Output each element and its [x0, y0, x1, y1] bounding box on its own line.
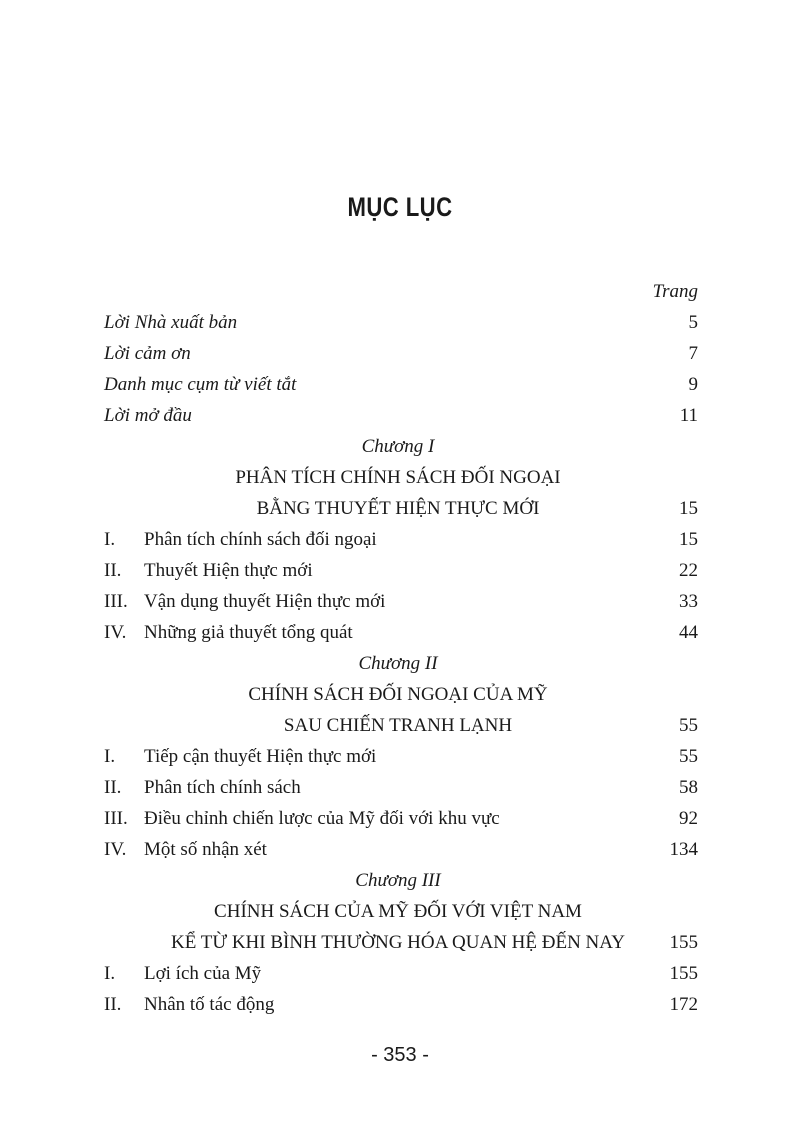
toc-entry-introduction[interactable]: [104, 400, 698, 431]
toc-section-entry[interactable]: [104, 555, 698, 586]
toc-entry-label: Lời Nhà xuất bản: [104, 312, 238, 333]
chapter-page: 55: [679, 715, 698, 736]
section-label: Nhân tố tác động: [144, 994, 275, 1015]
toc-entry-publisher-note[interactable]: [104, 307, 698, 338]
section-numeral: IV.: [104, 839, 127, 860]
chapter-title-text: CHÍNH SÁCH ĐỐI NGOẠI CỦA MỸ: [248, 684, 548, 705]
toc-section-entry[interactable]: [104, 772, 698, 803]
chapter-label-text: Chương II: [358, 653, 438, 674]
chapter-title-line[interactable]: [104, 462, 698, 493]
toc-section-entry[interactable]: [104, 958, 698, 989]
page-column-header: Trang: [652, 281, 698, 302]
section-page: 33: [679, 591, 698, 612]
chapter-title-line[interactable]: [104, 493, 698, 524]
section-page: 22: [679, 560, 698, 581]
chapter-label: [104, 865, 698, 896]
section-page: 92: [679, 808, 698, 829]
section-label: Tiếp cận thuyết Hiện thực mới: [144, 746, 377, 767]
section-label: Những giả thuyết tổng quát: [144, 622, 353, 643]
section-page: 155: [669, 963, 698, 984]
section-numeral: II.: [104, 777, 122, 798]
section-label: Lợi ích của Mỹ: [144, 963, 262, 984]
section-numeral: II.: [104, 994, 122, 1015]
chapter-title-line[interactable]: [104, 896, 698, 927]
section-label: Thuyết Hiện thực mới: [144, 560, 313, 581]
toc-section-entry[interactable]: [104, 586, 698, 617]
toc-entry-label: Lời cảm ơn: [104, 343, 191, 364]
section-numeral: I.: [104, 963, 116, 984]
toc-entry-abbreviations[interactable]: [104, 369, 698, 400]
table-of-contents: [104, 276, 698, 1020]
chapter-title-line[interactable]: [104, 927, 698, 958]
toc-entry-page: 9: [688, 374, 698, 395]
section-page: 15: [679, 529, 698, 550]
section-numeral: I.: [104, 529, 116, 550]
chapter-page: 155: [669, 932, 698, 953]
toc-section-entry[interactable]: [104, 803, 698, 834]
toc-section-entry[interactable]: [104, 834, 698, 865]
section-page: 58: [679, 777, 698, 798]
section-numeral: III.: [104, 808, 128, 829]
toc-entry-label: Danh mục cụm từ viết tắt: [104, 374, 297, 395]
chapter-label: [104, 431, 698, 462]
section-label: Vận dụng thuyết Hiện thực mới: [144, 591, 386, 612]
section-numeral: III.: [104, 591, 128, 612]
page-title: MỤC LỤC: [347, 192, 453, 222]
toc-entry-page: 11: [679, 405, 698, 426]
section-label: Phân tích chính sách: [144, 777, 301, 798]
toc-entry-acknowledgements[interactable]: [104, 338, 698, 369]
section-page: 172: [669, 994, 698, 1015]
chapter-label-text: Chương I: [361, 436, 435, 457]
section-label: Một số nhận xét: [144, 839, 267, 860]
chapter-title-text: SAU CHIẾN TRANH LẠNH: [283, 715, 513, 736]
section-label: Điều chỉnh chiến lược của Mỹ đối với khu vực: [144, 808, 500, 829]
chapter-page: 15: [679, 498, 698, 519]
chapter-title-text: BẰNG THUYẾT HIỆN THỰC MỚI: [256, 498, 540, 519]
toc-entry-page: 5: [688, 312, 698, 333]
chapter-label-text: Chương III: [355, 870, 441, 891]
section-page: 44: [679, 622, 698, 643]
chapter-title-line[interactable]: [104, 679, 698, 710]
chapter-title-text: KỂ TỪ KHI BÌNH THƯỜNG HÓA QUAN HỆ ĐẾN NAY: [171, 932, 625, 953]
toc-entry-label: Lời mở đầu: [104, 405, 192, 426]
chapter-label: [104, 648, 698, 679]
toc-section-entry[interactable]: [104, 524, 698, 555]
chapter-title-text: CHÍNH SÁCH CỦA MỸ ĐỐI VỚI VIỆT NAM: [214, 901, 582, 922]
section-numeral: I.: [104, 746, 116, 767]
chapter-title-text: PHÂN TÍCH CHÍNH SÁCH ĐỐI NGOẠI: [235, 467, 561, 488]
page-number: - 353 -: [371, 1044, 429, 1066]
section-numeral: IV.: [104, 622, 127, 643]
section-page: 134: [669, 839, 698, 860]
toc-section-entry[interactable]: [104, 617, 698, 648]
section-label: Phân tích chính sách đối ngoại: [144, 529, 377, 550]
section-numeral: II.: [104, 560, 122, 581]
toc-section-entry[interactable]: [104, 989, 698, 1020]
toc-entry-page: 7: [688, 343, 698, 364]
toc-section-entry[interactable]: [104, 741, 698, 772]
section-page: 55: [679, 746, 698, 767]
chapter-title-line[interactable]: [104, 710, 698, 741]
